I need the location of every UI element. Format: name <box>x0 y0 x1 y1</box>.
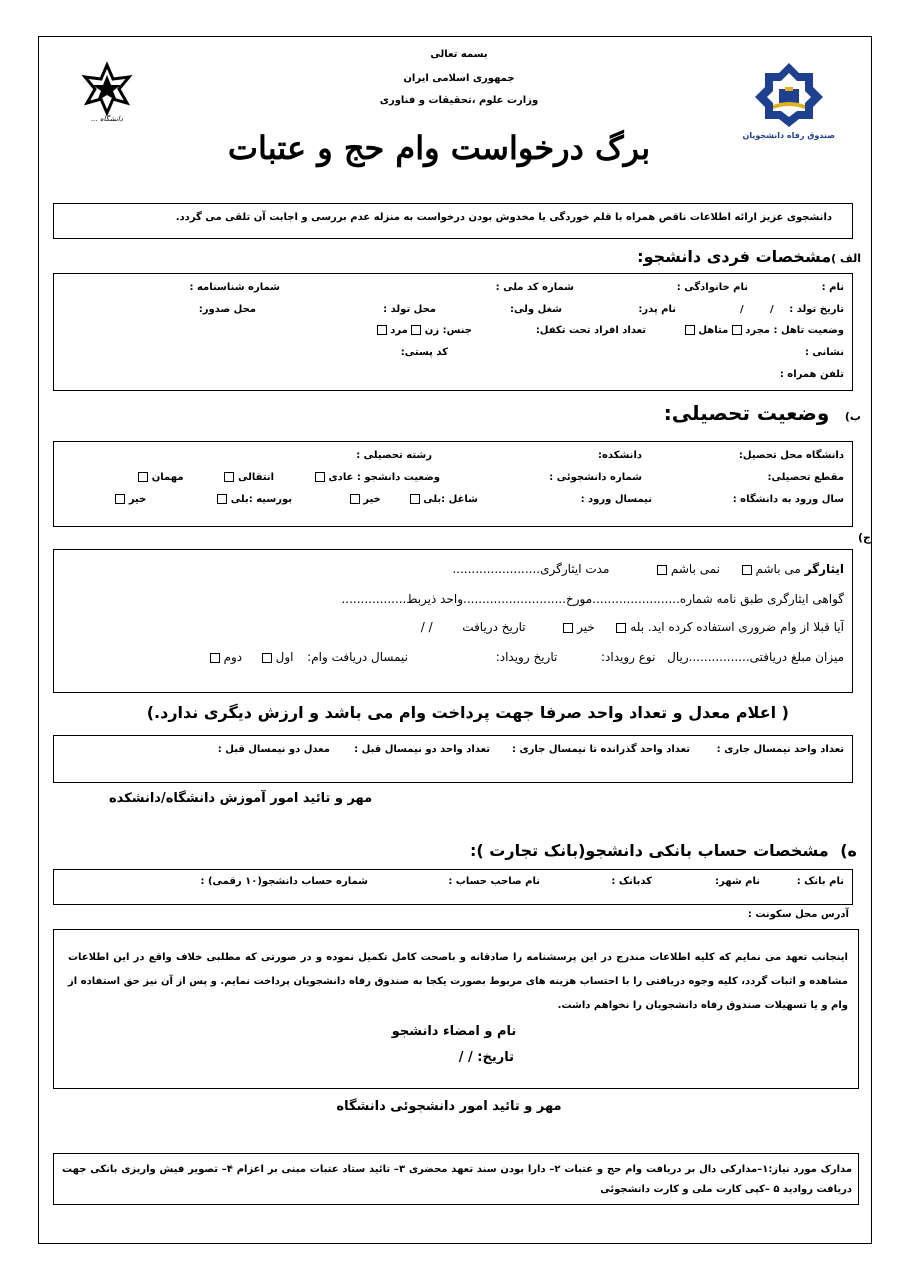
label-family: نام خانوادگی : <box>676 282 748 293</box>
commitment-box <box>53 929 859 1089</box>
label-postal-code: کد پستی: <box>400 347 448 358</box>
isargar-box <box>53 549 853 693</box>
isargar-row <box>452 562 844 576</box>
label-bank-name: نام بانک : <box>796 876 844 887</box>
section-a-heading <box>637 247 861 266</box>
regular-checkbox[interactable] <box>315 472 325 482</box>
label-account-no: شماره حساب دانشجو(۱۰ رقمی) : <box>200 876 368 887</box>
status-transfer-label: انتقالی <box>237 472 275 483</box>
label-branch-code: کدبانک : <box>611 876 652 887</box>
form-page <box>38 36 872 1244</box>
form-title: برگ درخواست وام حج و عتبات <box>227 129 651 167</box>
female-checkbox[interactable] <box>411 325 421 335</box>
education-box <box>53 441 853 527</box>
university-logo-caption: دانشگاه ... <box>91 115 123 123</box>
label-residence: آدرس محل سکونت : <box>747 909 849 920</box>
gender-group <box>377 325 472 336</box>
label-units-passed: تعداد واحد گذرانده تا نیمسال جاری : <box>511 744 690 755</box>
amount-row <box>210 650 844 664</box>
label-units-current: تعداد واحد نیمسال جاری : <box>716 744 844 755</box>
label-id-number: شماره شناسنامه : <box>189 282 280 293</box>
scholarship-no-label: خیر <box>128 494 147 505</box>
gpa-box <box>53 735 853 783</box>
label-entry-year: سال ورود به دانشگاه : <box>732 494 844 505</box>
receive-date-slash: / / <box>420 620 433 634</box>
second-term-checkbox[interactable] <box>210 653 220 663</box>
prev-loan-no-checkbox[interactable] <box>563 623 573 633</box>
isargar-label: ایثارگر <box>804 562 844 576</box>
label-dependents: تعداد افراد تحت تکفل: <box>535 325 646 336</box>
commitment-text: اینجانب تعهد می نمایم که کلیه اطلاعات مندرج در این پرسشنامه را صادقانه و باصحت کامل تکمیل نموده و در صورتی که مطلبی خلاف واقع در این اطلاعات مشاهده و اثبات گردد، کلیه وجوه دریافتی را با احتساب هزینه های مربوط بصورت یکجا به صندوق رفاه دانشجویان پرداخت نمایم. و پس از آن نیز حق استفاده از وام و یا تسهیلات صندوق رفاه دانشجویان را نخواهم داشت. <box>68 952 848 1011</box>
student-affairs-stamp: مهر و تائید امور دانشجوئی دانشگاه <box>336 1099 562 1114</box>
isargar-am-checkbox[interactable] <box>742 565 752 575</box>
birth-date-slash-2: / <box>740 304 744 315</box>
isargar-am-label: می باشم <box>755 562 801 576</box>
term-received-label: نیمسال دریافت وام: <box>307 650 409 664</box>
marital-single-label: وضعیت تاهل : مجرد <box>745 325 844 336</box>
header-line-1: بسمه تعالی <box>430 49 488 60</box>
prev-loan-no-label: خیر <box>577 620 595 634</box>
prev-loan-row <box>421 620 844 634</box>
married-checkbox[interactable] <box>685 325 695 335</box>
employed-no-label: خیر <box>363 494 381 505</box>
documents-text: مدارک مورد نیاز:۱–مدارکی دال بر دریافت وام حج و عتبات ۲– دارا بودن سند تعهد محضری ۳– تائید ستاد عتبات مبنی بر اعزام ۴– تصویر فیش واریزی بانکی جهت دریافت روادید ۵ –کپی کارت ملی و کارت دانشجوئی <box>62 1164 853 1195</box>
certificate-line: گواهی ایثارگری طبق نامه شماره.......................مورخ...........................واحد ذیربط................. <box>341 592 844 606</box>
notice-text: دانشجوی عزیز ارائه اطلاعات ناقص همراه با قلم خوردگی یا مخدوش بودن درخواست به منزله عدم بررسی و اجابت آن تلقی می گردد. <box>175 212 832 223</box>
scholarship-yes-label: بورسیه :بلی <box>230 494 292 505</box>
first-term-label: اول <box>275 650 294 664</box>
scholarship-yes-checkbox[interactable] <box>217 494 227 504</box>
section-b-heading <box>664 401 861 425</box>
section-e-letter: ه) <box>840 841 857 860</box>
section-e-heading <box>470 841 857 860</box>
fund-logo <box>742 59 835 149</box>
first-term-checkbox[interactable] <box>262 653 272 663</box>
personal-info-box <box>53 273 853 391</box>
header-line-3: وزارت علوم ،تحقیقات و فناوری <box>379 95 539 106</box>
label-guardian-job: شغل ولی: <box>510 304 562 315</box>
scholarship-group <box>115 494 292 505</box>
bank-box <box>53 869 853 905</box>
label-mobile: تلفن همراه : <box>779 369 844 380</box>
label-city: نام شهر: <box>715 876 760 887</box>
marital-married-label: متاهل <box>698 325 729 336</box>
university-emblem-icon <box>77 61 137 121</box>
documents-box <box>53 1153 859 1205</box>
section-b-letter: ب) <box>844 410 861 423</box>
university-logo <box>77 61 137 131</box>
scholarship-no-checkbox[interactable] <box>115 494 125 504</box>
employed-yes-label: شاغل :بلی <box>423 494 478 505</box>
label-units-two: تعداد واحد دو نیمسال قبل : <box>354 744 490 755</box>
label-birth-place: محل تولد : <box>383 304 436 315</box>
male-checkbox[interactable] <box>377 325 387 335</box>
status-regular-label: وضعیت دانشجو : عادی <box>328 472 440 483</box>
gender-male-label: مرد <box>390 325 408 336</box>
fund-logo-caption: صندوق رفاه دانشجویان <box>742 131 835 140</box>
prev-loan-yes-label: آیا قبلا از وام ضروری استفاده کرده اید. بله <box>630 620 844 634</box>
label-address: نشانی : <box>804 347 844 358</box>
birth-date-slash-1: / <box>770 304 774 315</box>
section-c-letter: ج) <box>858 531 871 544</box>
guest-checkbox[interactable] <box>138 472 148 482</box>
isargar-duration: مدت ایثارگری....................... <box>452 562 610 576</box>
notice-box <box>53 203 853 239</box>
employed-yes-checkbox[interactable] <box>410 494 420 504</box>
transfer-checkbox[interactable] <box>224 472 234 482</box>
student-signature: نام و امضاء دانشجو <box>391 1024 517 1039</box>
label-name: نام : <box>821 282 844 293</box>
prev-loan-yes-checkbox[interactable] <box>616 623 626 633</box>
header-line-2: جمهوری اسلامی ایران <box>403 73 515 84</box>
label-gpa-two: معدل دو نیمسال قبل : <box>217 744 330 755</box>
second-term-label: دوم <box>223 650 243 664</box>
gender-female-label: جنس: زن <box>424 325 472 336</box>
label-father: نام پدر: <box>638 304 676 315</box>
status-guest-label: مهمان <box>151 472 184 483</box>
event-type-label: نوع رویداد: <box>600 650 656 664</box>
label-degree: مقطع تحصیلی: <box>767 472 844 483</box>
label-marital <box>685 325 844 336</box>
faculty-stamp: مهر و تائید امور آموزش دانشگاه/دانشکده <box>109 791 373 806</box>
label-major: رشته تحصیلی : <box>356 450 432 461</box>
amount-label: میزان مبلغ دریافتی................ریال <box>667 650 844 664</box>
status-group <box>138 472 440 483</box>
label-national-code: شماره کد ملی : <box>495 282 574 293</box>
event-date-label: تاریخ رویداد: <box>495 650 558 664</box>
isargar-not-label: نمی باشم <box>670 562 721 576</box>
fund-emblem-icon <box>747 59 831 127</box>
label-issue-place: محل صدور: <box>198 304 256 315</box>
section-a-letter: الف ) <box>831 252 861 265</box>
label-birth-date: تاریخ تولد : <box>789 304 844 315</box>
gpa-notice: ( اعلام معدل و تعداد واحد صرفا جهت پرداخت وام می باشد و ارزش دیگری ندارد.) <box>146 703 789 722</box>
section-a-title: مشخصات فردی دانشجو: <box>637 247 832 266</box>
label-owner: نام صاحب حساب : <box>448 876 540 887</box>
label-university: دانشگاه محل تحصیل: <box>738 450 844 461</box>
employed-group <box>350 494 478 505</box>
receive-date-label: تاریخ دریافت <box>462 620 526 634</box>
section-b-title: وضعیت تحصیلی: <box>663 401 830 425</box>
isargar-not-checkbox[interactable] <box>657 565 667 575</box>
label-entry-term: نیمسال ورود : <box>580 494 652 505</box>
label-faculty: دانشکده: <box>598 450 642 461</box>
commitment-date: تاریخ: / / <box>458 1050 514 1065</box>
employed-no-checkbox[interactable] <box>350 494 360 504</box>
section-e-title: مشخصات حساب بانکی دانشجو(بانک تجارت ): <box>470 841 829 860</box>
label-student-no: شماره دانشجوئی : <box>549 472 642 483</box>
single-checkbox[interactable] <box>732 325 742 335</box>
